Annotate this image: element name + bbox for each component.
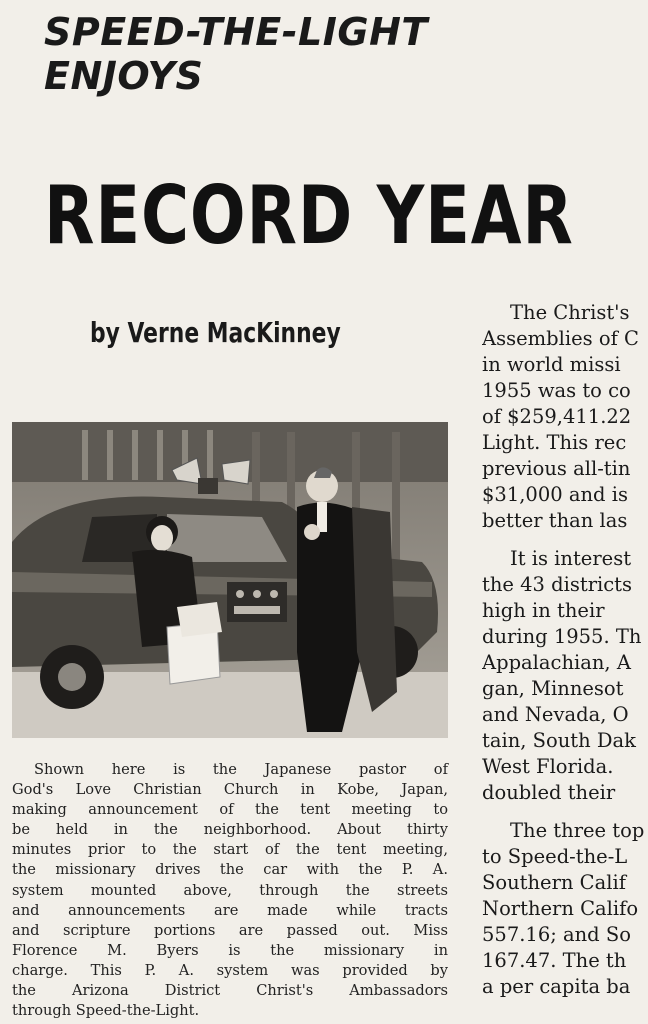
- body-line: $31,000 and is: [482, 483, 628, 506]
- body-line: Light. This rec: [482, 431, 627, 454]
- caption-line: God's Love Christian Church in Kobe, Japan,: [12, 781, 448, 799]
- photo-car-pa-system-icon: [12, 422, 448, 738]
- body-line: The Christ's: [510, 301, 630, 324]
- photo-caption: [12, 760, 448, 1021]
- body-paragraph: [482, 546, 648, 806]
- body-line: 1955 was to co: [482, 379, 631, 402]
- body-line: to Speed-the-L: [482, 845, 628, 868]
- body-line: Assemblies of C: [482, 327, 639, 350]
- caption-line: Shown here is the Japanese pastor of: [34, 761, 448, 778]
- caption-line: Florence M. Byers is the missionary in: [12, 941, 448, 959]
- body-line: a per capita ba: [482, 975, 631, 998]
- caption-line: system mounted above, through the streets: [12, 881, 448, 899]
- caption-line: through Speed-the-Light.: [12, 1002, 200, 1020]
- article-headline: RECORD YEAR: [44, 169, 574, 262]
- body-line: of $259,411.22: [482, 405, 632, 428]
- body-column: [482, 300, 648, 1012]
- body-line: and Nevada, O: [482, 703, 629, 726]
- caption-line: the missionary drives the car with the P. A.: [12, 861, 448, 879]
- body-line: in world missi: [482, 353, 621, 376]
- body-line: Southern Calif: [482, 871, 626, 894]
- body-line: the 43 districts: [482, 573, 633, 596]
- article-byline: by Verne MacKinney: [90, 316, 341, 349]
- caption-line: and announcements are made while tracts: [12, 901, 448, 919]
- body-line: Northern Califo: [482, 897, 639, 920]
- body-line: Appalachian, A: [482, 651, 631, 674]
- body-line: doubled their: [482, 781, 616, 804]
- caption-line: charge. This P. A. system was provided by: [12, 961, 448, 979]
- body-line: high in their: [482, 599, 605, 622]
- body-paragraph: [482, 818, 648, 1000]
- body-line: tain, South Dak: [482, 729, 636, 752]
- caption-line: the Arizona District Christ's Ambassadors: [12, 982, 448, 1000]
- caption-line: making announcement of the tent meeting to: [12, 801, 448, 819]
- article-photo: [12, 422, 448, 738]
- body-line: 167.47. The th: [482, 949, 627, 972]
- body-line: gan, Minnesot: [482, 677, 624, 700]
- kicker-line: SPEED-THE-LIGHT: [44, 10, 428, 54]
- body-line: The three top: [510, 819, 645, 842]
- body-line: It is interest: [510, 547, 632, 570]
- kicker-line: ENJOYS: [44, 54, 204, 98]
- body-line: 557.16; and So: [482, 923, 631, 946]
- caption-line: minutes prior to the start of the tent meeting,: [12, 841, 448, 859]
- article-kicker: [44, 10, 604, 98]
- body-line: better than las: [482, 509, 628, 532]
- body-line: previous all-tin: [482, 457, 631, 480]
- caption-line: be held in the neighborhood. About thirty: [12, 821, 448, 839]
- body-line: during 1955. Th: [482, 625, 642, 648]
- caption-line: and scripture portions are passed out. Miss: [12, 921, 448, 939]
- body-paragraph: [482, 300, 648, 534]
- body-line: West Florida.: [482, 755, 614, 778]
